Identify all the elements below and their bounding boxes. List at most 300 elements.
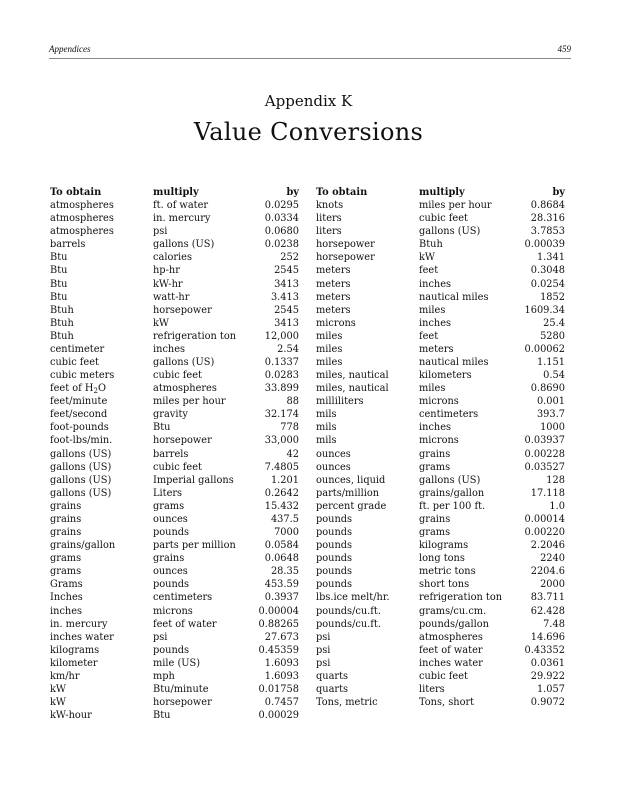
- cell-factor: 778: [280, 422, 299, 434]
- table-row: [316, 291, 565, 304]
- cell-multiply: grams: [419, 461, 451, 473]
- cell-to-obtain: atmospheres: [50, 226, 114, 238]
- cell-factor: 15.432: [264, 500, 299, 512]
- cell-factor: 1.0: [549, 500, 565, 512]
- cell-factor: 29.922: [530, 670, 565, 682]
- table-row: [316, 330, 565, 343]
- table-row: [316, 225, 565, 238]
- table-row: [50, 225, 299, 238]
- cell-multiply: nautical miles: [419, 357, 489, 369]
- cell-multiply: barrels: [153, 448, 189, 460]
- conversion-table-right: [316, 186, 565, 709]
- cell-to-obtain: Grams: [50, 579, 83, 591]
- cell-multiply: long tons: [419, 553, 465, 565]
- running-head: [49, 44, 571, 56]
- cell-multiply: Btu: [153, 422, 171, 434]
- cell-multiply: feet of water: [153, 618, 217, 630]
- cell-multiply: Btu: [153, 710, 171, 722]
- cell-to-obtain: gallons (US): [50, 448, 112, 460]
- cell-factor: 27.673: [264, 631, 299, 643]
- table-row: [316, 539, 565, 552]
- cell-multiply: gravity: [153, 409, 188, 421]
- table-row: [50, 212, 299, 225]
- cell-to-obtain: mils: [316, 422, 337, 434]
- cell-factor: 0.9072: [530, 697, 565, 709]
- cell-factor: 0.0680: [264, 226, 299, 238]
- table-row: [50, 539, 299, 552]
- cell-multiply: Liters: [153, 487, 183, 499]
- cell-to-obtain: miles, nautical: [316, 370, 389, 382]
- page-title: Value Conversions: [193, 118, 424, 146]
- cell-to-obtain: pounds: [316, 540, 353, 552]
- cell-multiply: microns: [419, 396, 459, 408]
- table-row: [316, 421, 565, 434]
- cell-multiply: gallons (US): [153, 357, 215, 369]
- cell-to-obtain: ounces: [316, 448, 351, 460]
- cell-multiply: calories: [153, 252, 193, 264]
- cell-factor: 0.03937: [524, 435, 565, 447]
- cell-factor: 0.3048: [530, 265, 565, 277]
- cell-factor: 1.057: [536, 683, 565, 695]
- cell-to-obtain: grains: [50, 500, 82, 512]
- cell-to-obtain: Btuh: [50, 330, 74, 342]
- cell-factor: 0.01758: [258, 683, 299, 695]
- cell-multiply: psi: [153, 226, 168, 238]
- header-by: by: [286, 187, 299, 198]
- cell-multiply: centimeters: [419, 409, 479, 421]
- cell-multiply: cubic feet: [419, 213, 468, 225]
- table-row: [316, 670, 565, 683]
- cell-to-obtain: microns: [316, 317, 356, 329]
- cell-multiply: kilograms: [419, 540, 469, 552]
- conversion-table-left: [50, 186, 299, 722]
- cell-multiply: Imperial gallons: [153, 474, 234, 486]
- cell-factor: 0.0238: [264, 239, 299, 251]
- cell-factor: 1.6093: [264, 657, 299, 669]
- cell-to-obtain: lbs.ice melt/hr.: [316, 592, 390, 604]
- cell-multiply: pounds: [153, 644, 190, 656]
- table-row: [50, 696, 299, 709]
- cell-to-obtain: Btuh: [50, 304, 74, 316]
- table-row: [316, 526, 565, 539]
- cell-multiply: horsepower: [153, 304, 212, 316]
- cell-multiply: inches: [419, 317, 452, 329]
- cell-factor: 252: [280, 252, 299, 264]
- cell-factor: 88: [286, 396, 299, 408]
- cell-factor: 3413: [274, 317, 299, 329]
- table-row: [50, 500, 299, 513]
- table-row: [50, 343, 299, 356]
- cell-to-obtain: mils: [316, 409, 337, 421]
- table-row: [316, 395, 565, 408]
- cell-multiply: ft. of water: [153, 200, 209, 212]
- cell-multiply: hp-hr: [153, 265, 180, 277]
- cell-factor: 33.899: [264, 383, 299, 395]
- cell-multiply: inches water: [419, 657, 483, 669]
- cell-to-obtain: liters: [316, 226, 342, 238]
- table-row: [316, 343, 565, 356]
- table-row: [316, 578, 565, 591]
- cell-multiply: grains: [419, 448, 451, 460]
- cell-multiply: atmospheres: [419, 631, 483, 643]
- cell-multiply: atmospheres: [153, 383, 217, 395]
- cell-multiply: gallons (US): [419, 474, 481, 486]
- table-row: [316, 238, 565, 251]
- table-row: [50, 618, 299, 631]
- cell-factor: 0.0283: [264, 370, 299, 382]
- cell-to-obtain: gallons (US): [50, 474, 112, 486]
- cell-multiply: grams: [419, 527, 451, 539]
- table-row: [316, 448, 565, 461]
- cell-to-obtain: milliliters: [316, 396, 364, 408]
- cell-multiply: watt-hr: [153, 291, 190, 303]
- table-row: [50, 526, 299, 539]
- cell-multiply: meters: [419, 343, 454, 355]
- cell-to-obtain: miles: [316, 330, 343, 342]
- cell-factor: 0.00220: [524, 527, 565, 539]
- cell-factor: 1609.34: [524, 304, 565, 316]
- cell-factor: 1.151: [536, 357, 565, 369]
- cell-factor: 7000: [274, 527, 299, 539]
- cell-factor: 1000: [540, 422, 565, 434]
- cell-factor: 1.6093: [264, 670, 299, 682]
- cell-factor: 17.118: [530, 487, 565, 499]
- cell-multiply: feet: [419, 265, 439, 277]
- cell-multiply: horsepower: [153, 435, 212, 447]
- cell-to-obtain: centimeter: [50, 343, 105, 355]
- table-row: [316, 408, 565, 421]
- cell-factor: 0.00029: [258, 710, 299, 722]
- cell-to-obtain: atmospheres: [50, 213, 114, 225]
- table-row: [316, 683, 565, 696]
- table-row: [50, 513, 299, 526]
- cell-factor: 453.59: [264, 579, 299, 591]
- cell-multiply: grams/cu.cm.: [419, 605, 487, 617]
- table-row: [316, 251, 565, 264]
- cell-multiply: grains: [419, 513, 451, 525]
- cell-to-obtain: pounds/cu.ft.: [316, 618, 381, 630]
- cell-to-obtain: horsepower: [316, 252, 375, 264]
- cell-multiply: centimeters: [153, 592, 213, 604]
- table-row: [316, 591, 565, 604]
- table-row: [316, 264, 565, 277]
- table-header-row: [50, 186, 299, 199]
- cell-factor: 0.00062: [524, 343, 565, 355]
- table-row: [316, 552, 565, 565]
- table-row: [316, 369, 565, 382]
- table-row: [50, 487, 299, 500]
- table-row: [50, 683, 299, 696]
- cell-factor: 0.00039: [524, 239, 565, 251]
- cell-multiply: Tons, short: [419, 697, 475, 709]
- cell-to-obtain: cubic feet: [50, 357, 99, 369]
- cell-factor: 14.696: [530, 631, 565, 643]
- header-multiply: multiply: [419, 187, 465, 198]
- table-row: [50, 474, 299, 487]
- header-multiply: multiply: [153, 187, 199, 198]
- cell-multiply: kilometers: [419, 370, 472, 382]
- table-row: [50, 382, 299, 395]
- cell-multiply: psi: [153, 631, 168, 643]
- table-row: [316, 212, 565, 225]
- cell-factor: 42: [286, 448, 299, 460]
- table-row: [50, 317, 299, 330]
- cell-to-obtain: grams: [50, 553, 82, 565]
- cell-to-obtain: quarts: [316, 670, 349, 682]
- table-row: [316, 304, 565, 317]
- table-row: [316, 565, 565, 578]
- cell-to-obtain: gallons (US): [50, 487, 112, 499]
- table-row: [316, 434, 565, 447]
- cell-to-obtain: grains/gallon: [50, 540, 116, 552]
- table-row: [50, 278, 299, 291]
- cell-factor: 28.316: [530, 213, 565, 225]
- cell-multiply: pounds: [153, 527, 190, 539]
- header-rule: [49, 58, 571, 59]
- header-by: by: [552, 187, 565, 198]
- cell-factor: 7.48: [543, 618, 565, 630]
- cell-factor: 0.00228: [524, 448, 565, 460]
- cell-factor: 0.0295: [264, 200, 299, 212]
- cell-multiply: microns: [419, 435, 459, 447]
- cell-factor: 3.7853: [530, 226, 565, 238]
- cell-to-obtain: Btu: [50, 278, 68, 290]
- cell-multiply: pounds/gallon: [419, 618, 489, 630]
- table-header-row: [316, 186, 565, 199]
- cell-to-obtain: miles: [316, 357, 343, 369]
- cell-factor: 1.341: [536, 252, 565, 264]
- table-row: [50, 238, 299, 251]
- table-row: [50, 304, 299, 317]
- table-row: [316, 382, 565, 395]
- cell-multiply: miles per hour: [153, 396, 226, 408]
- cell-multiply: grams: [153, 500, 185, 512]
- cell-factor: 0.45359: [258, 644, 299, 656]
- table-row: [50, 461, 299, 474]
- cell-factor: 2.54: [277, 343, 299, 355]
- cell-factor: 62.428: [530, 605, 565, 617]
- table-row: [316, 199, 565, 212]
- cell-multiply: grains/gallon: [419, 487, 485, 499]
- page-number: 459: [557, 44, 571, 54]
- cell-to-obtain: gallons (US): [50, 461, 112, 473]
- cell-factor: 2545: [274, 304, 299, 316]
- cell-factor: 0.0254: [530, 278, 565, 290]
- cell-factor: 33,000: [264, 435, 299, 447]
- cell-to-obtain: cubic meters: [50, 370, 115, 382]
- cell-to-obtain: inches water: [50, 631, 114, 643]
- table-row: [50, 369, 299, 382]
- cell-multiply: Btuh: [419, 239, 443, 251]
- cell-factor: 2.2046: [530, 540, 565, 552]
- cell-factor: 0.00004: [258, 605, 299, 617]
- table-row: [50, 434, 299, 447]
- cell-factor: 393.7: [536, 409, 565, 421]
- cell-factor: 1.201: [270, 474, 299, 486]
- cell-factor: 2545: [274, 265, 299, 277]
- table-row: [50, 631, 299, 644]
- cell-multiply: mph: [153, 670, 175, 682]
- cell-to-obtain: psi: [316, 631, 331, 643]
- cell-to-obtain: Btu: [50, 252, 68, 264]
- cell-to-obtain: psi: [316, 657, 331, 669]
- cell-factor: 28.35: [270, 566, 299, 578]
- cell-multiply: inches: [419, 422, 452, 434]
- cell-multiply: refrigeration ton: [153, 330, 237, 342]
- table-row: [50, 291, 299, 304]
- cell-multiply: parts per million: [153, 540, 236, 552]
- cell-factor: 0.7457: [264, 697, 299, 709]
- cell-factor: 0.0584: [264, 540, 299, 552]
- header-to-obtain: To obtain: [50, 187, 102, 198]
- table-row: [316, 644, 565, 657]
- cell-to-obtain: ounces, liquid: [316, 474, 386, 486]
- cell-multiply: cubic feet: [153, 370, 202, 382]
- cell-factor: 0.54: [543, 370, 565, 382]
- cell-factor: 0.0361: [530, 657, 565, 669]
- cell-to-obtain: pounds: [316, 579, 353, 591]
- cell-multiply: horsepower: [153, 697, 212, 709]
- cell-to-obtain: pounds: [316, 513, 353, 525]
- cell-multiply: Btu/minute: [153, 683, 209, 695]
- cell-to-obtain: foot-lbs/min.: [50, 435, 113, 447]
- cell-to-obtain: kilometer: [50, 657, 98, 669]
- table-row: [50, 591, 299, 604]
- cell-factor: 2240: [540, 553, 565, 565]
- table-row: [316, 474, 565, 487]
- cell-to-obtain: meters: [316, 265, 351, 277]
- cell-multiply: liters: [419, 683, 445, 695]
- cell-multiply: miles: [419, 304, 446, 316]
- table-row: [50, 644, 299, 657]
- section-name: Appendices: [49, 44, 91, 54]
- cell-multiply: ounces: [153, 566, 188, 578]
- table-row: [316, 618, 565, 631]
- cell-to-obtain: knots: [316, 200, 344, 212]
- cell-to-obtain: grams: [50, 566, 82, 578]
- table-row: [316, 513, 565, 526]
- table-row: [50, 670, 299, 683]
- cell-multiply: gallons (US): [419, 226, 481, 238]
- cell-multiply: inches: [419, 278, 452, 290]
- cell-to-obtain: pounds: [316, 553, 353, 565]
- cell-factor: 5280: [540, 330, 565, 342]
- cell-factor: 0.0334: [264, 213, 299, 225]
- cell-to-obtain: kW: [50, 697, 67, 709]
- cell-to-obtain: miles, nautical: [316, 383, 389, 395]
- cell-factor: 0.001: [536, 396, 565, 408]
- cell-factor: 3413: [274, 278, 299, 290]
- cell-multiply: cubic feet: [153, 461, 202, 473]
- cell-to-obtain: Tons, metric: [316, 697, 378, 709]
- cell-factor: 0.8684: [530, 200, 565, 212]
- cell-multiply: kW: [153, 317, 170, 329]
- table-row: [316, 461, 565, 474]
- cell-to-obtain: Btu: [50, 265, 68, 277]
- table-row: [316, 487, 565, 500]
- table-row: [50, 356, 299, 369]
- cell-factor: 7.4805: [264, 461, 299, 473]
- cell-to-obtain: grains: [50, 527, 82, 539]
- cell-to-obtain: in. mercury: [50, 618, 108, 630]
- cell-multiply: ft. per 100 ft.: [419, 500, 486, 512]
- cell-multiply: cubic feet: [419, 670, 468, 682]
- table-row: [50, 395, 299, 408]
- cell-multiply: inches: [153, 343, 186, 355]
- table-row: [316, 317, 565, 330]
- cell-factor: 128: [546, 474, 565, 486]
- cell-to-obtain: Btu: [50, 291, 68, 303]
- table-row: [50, 421, 299, 434]
- cell-to-obtain: liters: [316, 213, 342, 225]
- table-row: [50, 448, 299, 461]
- table-row: [316, 657, 565, 670]
- cell-to-obtain: grains: [50, 513, 82, 525]
- cell-to-obtain: parts/million: [316, 487, 380, 499]
- appendix-label: Appendix K: [264, 92, 353, 110]
- table-row: [50, 552, 299, 565]
- table-row: [316, 605, 565, 618]
- cell-factor: 437.5: [270, 513, 299, 525]
- table-row: [50, 578, 299, 591]
- cell-factor: 0.00014: [524, 513, 565, 525]
- cell-to-obtain: foot-pounds: [50, 422, 109, 434]
- cell-to-obtain: psi: [316, 644, 331, 656]
- table-row: [50, 330, 299, 343]
- table-row: [316, 500, 565, 513]
- cell-to-obtain: Inches: [50, 592, 83, 604]
- cell-factor: 12,000: [264, 330, 299, 342]
- cell-factor: 25.4: [543, 317, 565, 329]
- cell-factor: 32.174: [264, 409, 299, 421]
- cell-factor: 0.2642: [264, 487, 299, 499]
- cell-multiply: microns: [153, 605, 193, 617]
- cell-to-obtain: km/hr: [50, 670, 80, 682]
- cell-factor: 0.43352: [524, 644, 565, 656]
- cell-to-obtain: inches: [50, 605, 83, 617]
- table-row: [50, 408, 299, 421]
- cell-to-obtain: kilograms: [50, 644, 100, 656]
- cell-multiply: short tons: [419, 579, 470, 591]
- cell-multiply: refrigeration ton: [419, 592, 503, 604]
- cell-to-obtain: mils: [316, 435, 337, 447]
- cell-multiply: kW-hr: [153, 278, 183, 290]
- cell-factor: 0.0648: [264, 553, 299, 565]
- cell-multiply: grains: [153, 553, 185, 565]
- cell-factor: 0.3937: [264, 592, 299, 604]
- cell-to-obtain: pounds: [316, 566, 353, 578]
- cell-multiply: feet of water: [419, 644, 483, 656]
- cell-factor: 0.1337: [264, 357, 299, 369]
- cell-multiply: ounces: [153, 513, 188, 525]
- cell-multiply: gallons (US): [153, 239, 215, 251]
- table-row: [50, 199, 299, 212]
- cell-to-obtain: kW: [50, 683, 67, 695]
- cell-multiply: in. mercury: [153, 213, 211, 225]
- cell-to-obtain: kW-hour: [50, 710, 92, 722]
- header-to-obtain: To obtain: [316, 187, 368, 198]
- cell-to-obtain: feet of $H_2O$: [50, 383, 106, 396]
- cell-multiply: feet: [419, 330, 439, 342]
- cell-factor: 2000: [540, 579, 565, 591]
- cell-to-obtain: quarts: [316, 683, 349, 695]
- cell-multiply: miles per hour: [419, 200, 492, 212]
- cell-factor: 83.711: [530, 592, 565, 604]
- cell-multiply: kW: [419, 252, 436, 264]
- cell-factor: 0.03527: [524, 461, 565, 473]
- cell-factor: 1852: [540, 291, 565, 303]
- cell-multiply: mile (US): [153, 657, 201, 669]
